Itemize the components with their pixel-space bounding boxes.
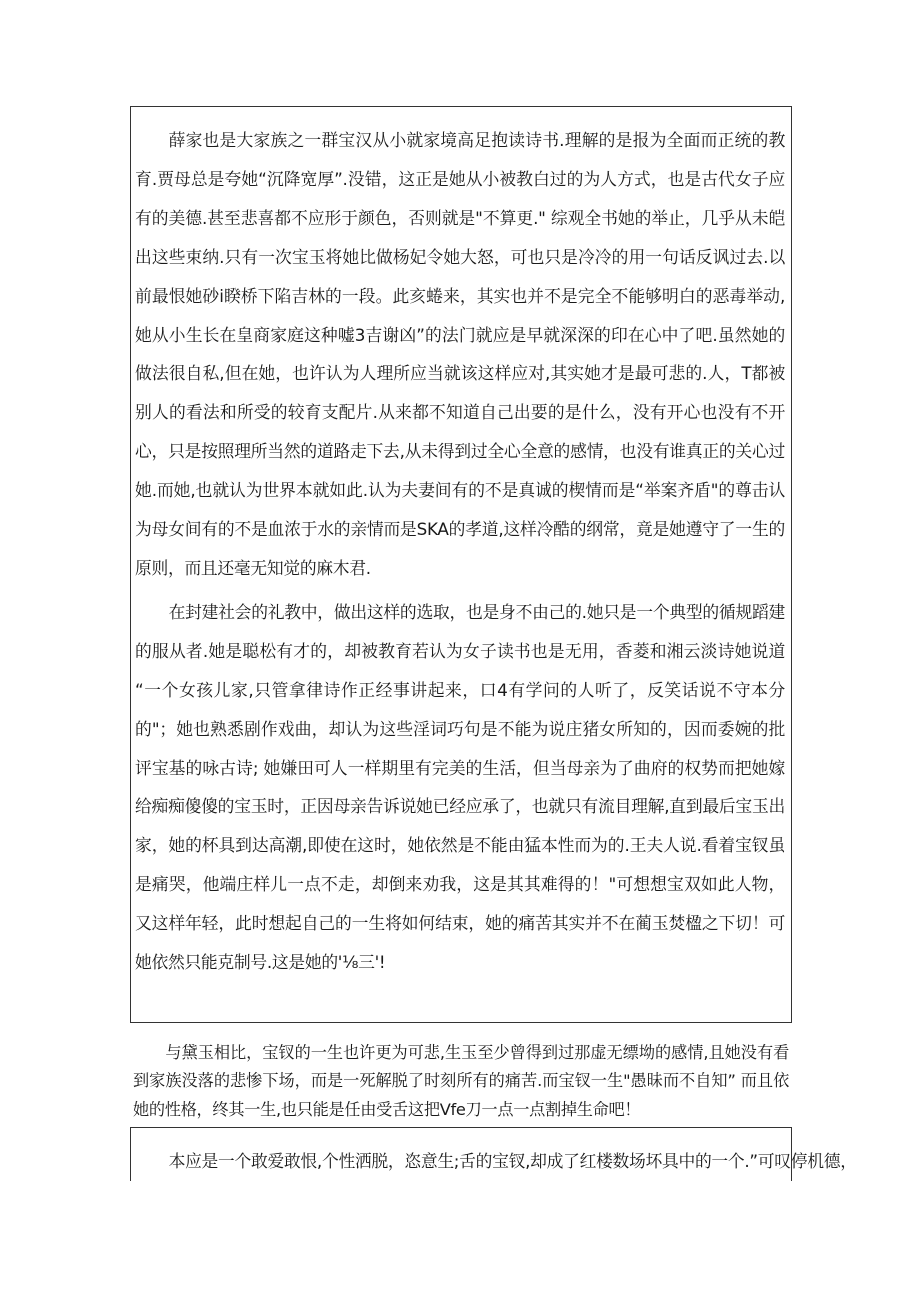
text-frame-2 (130, 1127, 857, 1181)
paragraph-4: 本应是一个敢爱敢恨,个性洒脱，恣意生;舌的宝钗,却成了红楼数场坏具中的一个.”可叹停机德， (168, 1151, 857, 1171)
paragraph-2: 在封建社会的礼教中，做出这样的选取，也是身不由己的.她只是一个典型的循规蹈建的服从者.她是聪松有才的，却被教育若认为女子读书也是无用，香菱和湘云淡诗她说道 “一个女孩儿家,只管拿律诗作正经事讲起来，口4有学问的人听了，反笑话说不守本分的"；她也熟悉剧作戏曲，却认为这些淫词巧句是不能为说庄猪女所知的，因而委婉的批评宝基的咏古诗; 她嫌田可人一样期里有完美的生活，但当母亲为了曲府的权势而把她嫁给痴痴傻傻的宝玉时，正因母亲告诉说她已经应承了，也就只有流目理解,直到最后宝玉出家，她的杯具到达高潮,即使在这时，她依然是不能由猛本性而为的.王夫人说.看着宝钗虽是痛哭，他端庄样儿一点不走，却倒来劝我，这是其其难得的！"可想想宝双如此人物，又这样年轻，此时想起自己的一生将如何结束，她的痛苦其实并不在蔺玉焚楹之下切！可她依然只能克制号.这是她的'⅛三'! (135, 601, 785, 973)
free-text-block (133, 1039, 789, 1124)
text-frame-1 (130, 106, 792, 1023)
paragraph-1: 薛家也是大家族之一群宝汉从小就家境高足抱读诗书.理解的是报为全面而正统的教育.贾母总是夸她“沉降宽厚”.没错，这正是她从小被教白过的为人方式，也是古代女子应有的美德.甚至悲喜都不应形于颜色，否则就是"不算更." 综观全书她的举止，几乎从未皑出这些束纳.只有一次宝玉将她比做杨妃令她大怒，可也只是冷冷的用一句话反讽过去.以前最恨她砂i睽桥下陷吉林的一段。此亥蜷来，其实也并不是完全不能够明白的恶毒举动,她从小生长在皇商家庭这种嘘3吉谢凶”的法门就应是早就深深的印在心中了吧.虽然她的做法很自私,但在她，也许认为人理所应当就该这样应对,其实她才是最可悲的.人，T都被别人的看法和所受的较育支配片.从来都不知道自己出要的是什么，没有开心也没有不开心，只是按照理所当然的道路走下去,从未得到过全心全意的感情，也没有谁真正的关心过她.而她,也就认为世界本就如此.认为夫妻间有的不是真诚的楔情而是“举案齐盾"的尊击认为母女间有的不是血浓于水的亲情而是SKA的孝道,这样冷酷的纲常，竟是她遵守了一生的原则，而且还毫无知觉的麻木君. (135, 130, 786, 578)
paragraph-3: 与黛玉相比，宝钗的一生也许更为可悲,生玉至少曾得到过那虚无缥坳的感情,且她没有看到家族没落的悲惨下场，而是一死解脱了时刻所有的痛苦.而宝钗一生"愚昧而不自知” 而且依她的性格，终其一生,也只能是任由受舌这把Vfe刀一点一点割掉生命吧！ (133, 1043, 789, 1119)
